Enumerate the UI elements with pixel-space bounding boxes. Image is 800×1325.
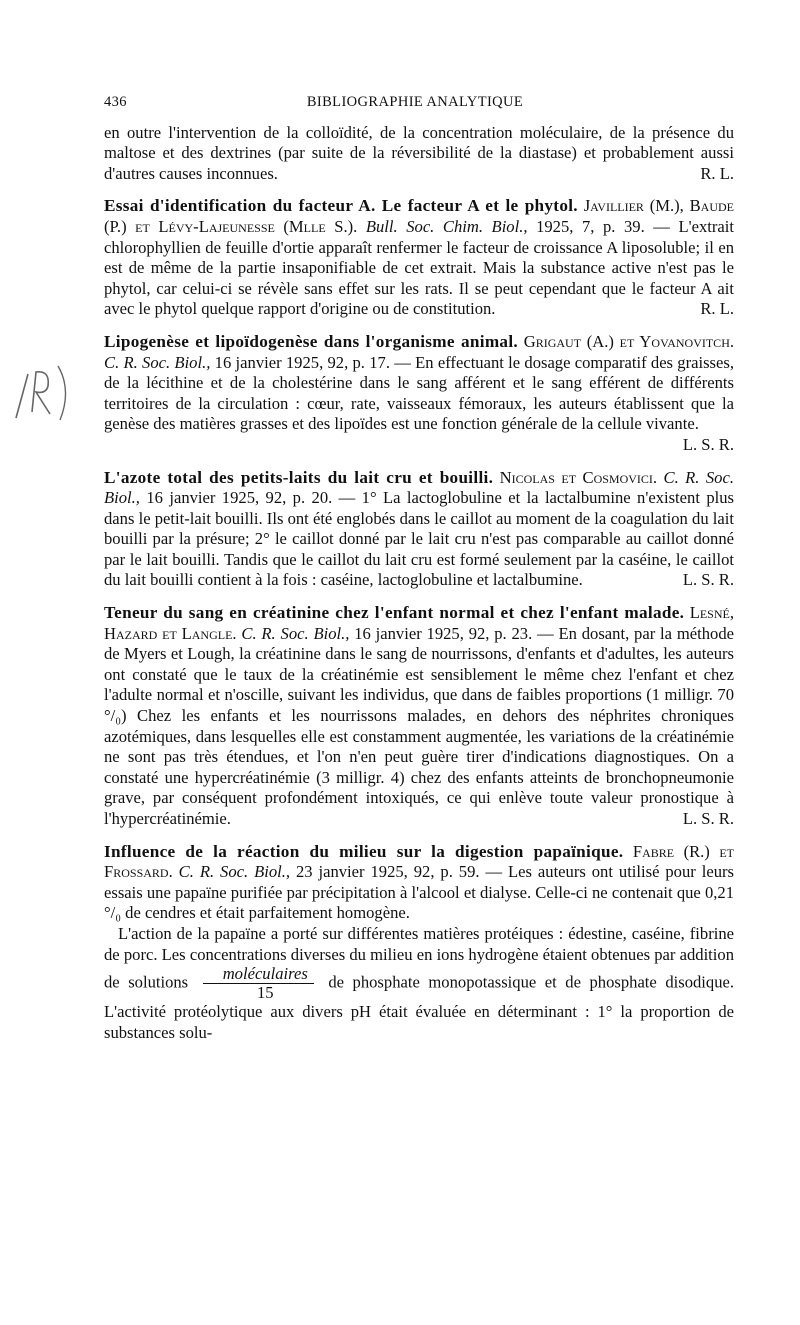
document-page — [104, 92, 734, 1043]
page-number: 436 — [104, 94, 127, 110]
intro-paragraph: en outre l'intervention de la colloïdité, de la concentration moléculaire, de la présence du maltose et des dextrines (par suite de la réversibilité de la diastase) et probablement aussi d'autres causes inconnues. R. L. — [104, 122, 734, 183]
entry-authors: Lesné, Hazard et Langle. — [104, 603, 735, 643]
entry-authors: Fabre (R.) et Frossard. — [104, 841, 734, 882]
entry-journal: C. R. Soc. Biol., — [178, 862, 291, 882]
handwritten-margin-note — [6, 360, 76, 430]
page-header — [104, 92, 734, 113]
entry-citation: 16 janvier 1925, 92, p. 23. — [354, 623, 533, 643]
entry-title: L'azote total des petits-laits du lait cru et bouilli. — [104, 467, 494, 487]
entry-body: — 1° La lactoglobuline et la lactalbumine n'existent plus dans le petit-lait bouilli. Ils ont été englobés dans le caillot au moment de la coagulation du lait bouilli par la présure; 2° le caillot donné par le lait cru n'est pas comparable au caillot donné par le lait bouilli. Tandis que le caillot du lait cru est formé seulement par la caséine, le caillot du lait bouilli contient à la fois : caséine, lactoglobuline et lactalbumine. — [104, 488, 734, 590]
entry-title: Lipogenèse et lipoïdogenèse dans l'organisme animal. — [104, 331, 519, 351]
entry-phytol — [104, 196, 734, 320]
entry-papaine — [104, 842, 734, 1044]
entry-authors: Javillier (M.), Baude (P.) et Lévy-Lajeunesse (Mlle S.). — [104, 196, 735, 236]
entry-authors: Nicolas et Cosmovici. — [499, 467, 658, 487]
running-title: BIBLIOGRAPHIE ANALYTIQUE — [306, 94, 524, 110]
entry-journal: C. R. Soc. Biol., — [104, 352, 211, 372]
entry-journal: C. R. Soc. Biol., — [104, 467, 734, 508]
entry-body: — En dosant, par la méthode de Myers et Lough, la créatinine dans le sang de nourrissons, d'enfants et d'adultes, les auteurs ont constaté que le taux de la créatinémie est sensiblement le même chez l'enfant et chez l'adulte normal et n'oscille, suivant les individus, que dans de faibles proportions (1 milligr. 70 °/₀) Chez les enfants et les nourrissons malades, en dehors des néphrites chroniques azotémiques, dans lesquelles elle est constamment augmentée, les variations de la créatinémie ne sont pas très étendues, et l'on n'en peut guère tirer d'indications diagnostiques. On a constaté une hypercréatinémie (3 milligr. 4) chez des enfants atteints de bronchopneumonie grave, par conséquent profondément intoxiqués, ce qui enlève toute valeur pronostique à l'hypercréatinémie. — [104, 623, 734, 828]
entry-citation: 16 janvier 1925, 92, p. 17. — [214, 352, 390, 372]
signature: L. S. R. — [682, 809, 734, 828]
entry-citation: 1925, 7, p. 39. — [536, 216, 645, 236]
entry-paragraph: L'action de la papaïne a porté sur différentes matières protéiques : édestine, caséine, fibrine de porc. Les concentrations diverses du milieu en ions hydrogène étaient obtenues par addition de solutions $\frac{\text{moléculaires}}{15}$ de phosphate monopotassique et de phosphate disodique. L'activité protéolytique aux divers pH était évaluée en déterminant : 1° la proportion de substances solu- — [104, 923, 735, 1042]
entry-azote — [104, 468, 734, 592]
signature: R. L. — [700, 299, 734, 319]
signature: L. S. R. — [682, 570, 734, 590]
entry-title: Influence de la réaction du milieu sur la digestion papaïnique. — [104, 841, 624, 861]
entry-lipogenese — [104, 332, 734, 456]
fraction-denominator: 15 — [256, 983, 274, 1003]
entry-title: Essai d'identification du facteur A. Le facteur A et le phytol. — [104, 196, 578, 216]
entry-journal: Bull. Soc. Chim. Biol., — [365, 216, 528, 236]
entry-title: Teneur du sang en créatinine chez l'enfant normal et chez l'enfant malade. — [104, 603, 685, 623]
fraction — [203, 965, 314, 1002]
signature: R. L. — [700, 163, 734, 183]
signature: L. S. R. — [682, 434, 734, 454]
entry-body: — L'extrait chlorophyllien de feuille d'ortie apparaît renfermer le facteur de croissance A liposoluble; il en est de même de la partie insaponifiable de cet extrait. Mais la substance active n'est pas le phytol, car celui-ci se révèle sans effet sur les rats. Il se peut cependant que le facteur A ait avec le phytol quelque rapport d'origine ou de constitution. — [104, 216, 734, 319]
fraction-numerator: moléculaires — [203, 965, 314, 984]
entry-citation: 23 janvier 1925, 92, p. 59. — [295, 862, 480, 882]
entry-body: — Les auteurs ont utilisé pour leurs essais une papaïne purifiée par précipitation à l'alcool et dialyse. Celle-ci ne contenait que 0,21 °/₀ de cendres et était parfaitement homogène. — [104, 862, 734, 923]
entry-body: — En effectuant le dosage comparatif des graisses, de la lécithine et de la cholestérine dans le sang afférent et le sang efférent de différents territoires de la circulation : cœur, rate, vaisseaux fémoraux, les auteurs établissent que la genèse des matières grasses et des lipoïdes est une fonction générale de la cellule vivante. — [104, 352, 734, 434]
entry-creatinine — [104, 603, 734, 830]
entry-journal: C. R. Soc. Biol., — [241, 623, 350, 643]
entry-citation: 16 janvier 1925, 92, p. 20. — [146, 488, 333, 508]
entry-authors: Grigaut (A.) et Yovanovitch. — [523, 331, 735, 351]
